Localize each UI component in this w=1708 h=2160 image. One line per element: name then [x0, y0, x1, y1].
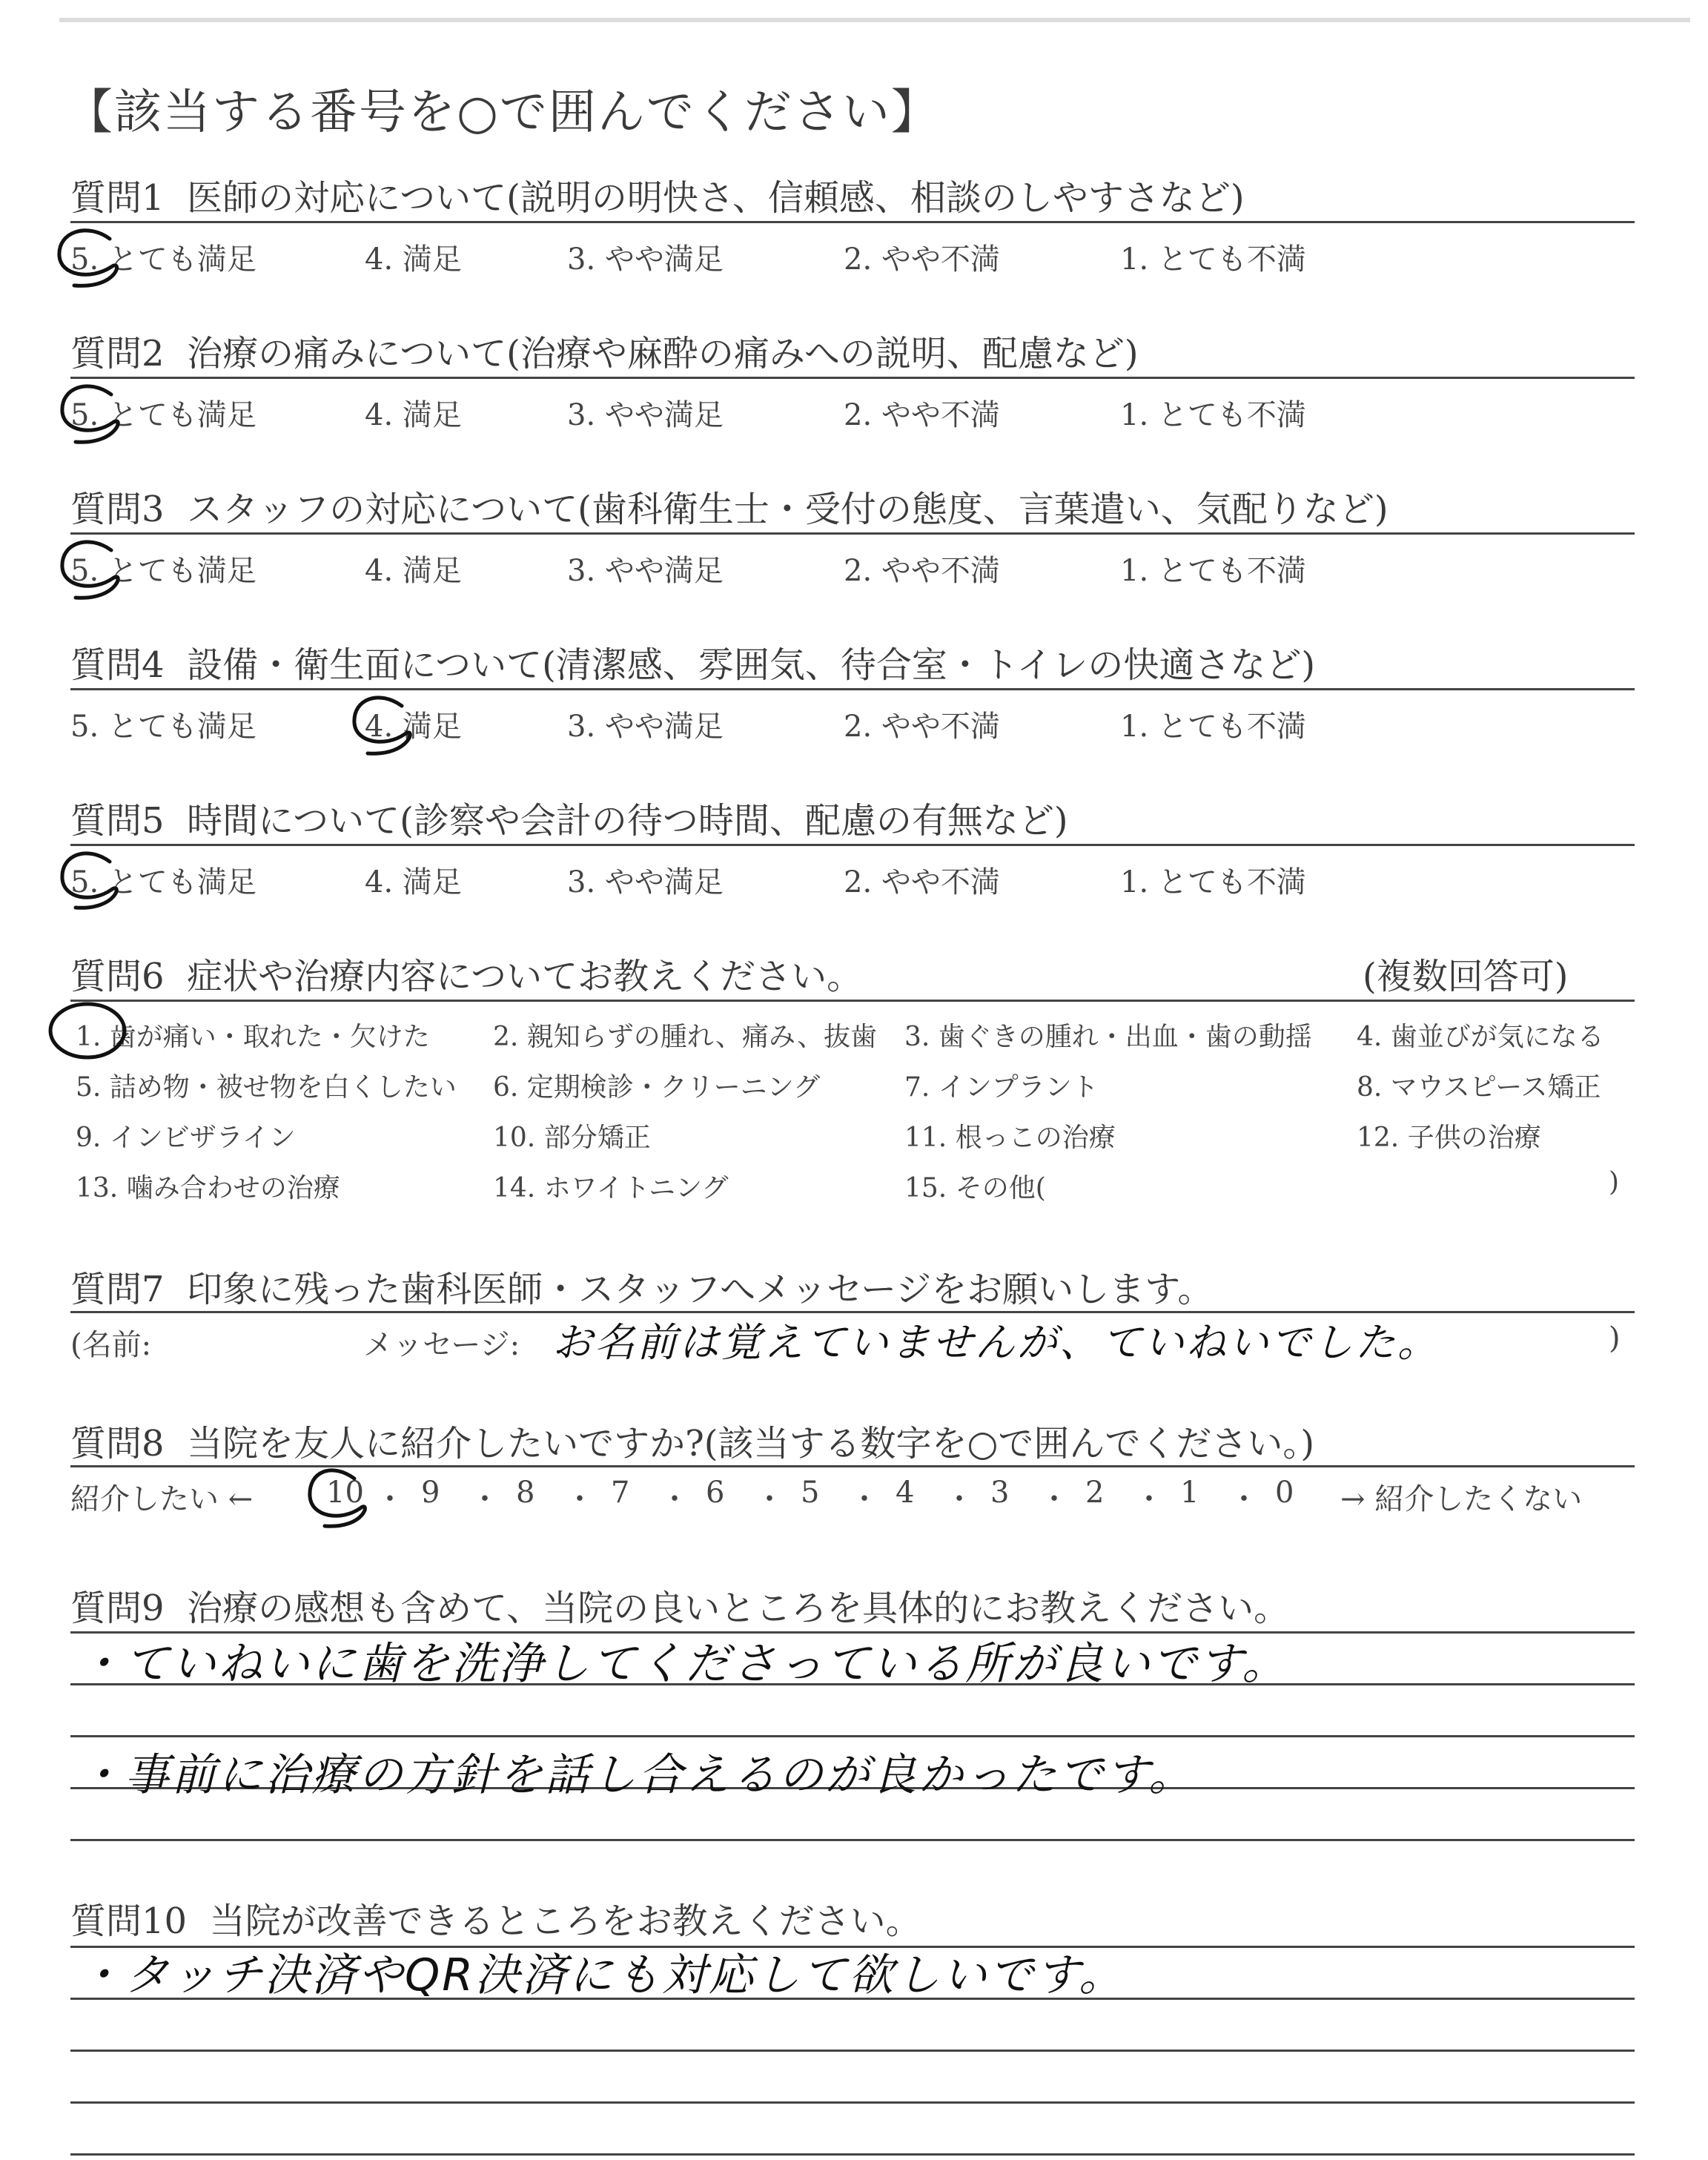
q6-option-7[interactable]: 7. インプラント: [904, 1072, 1099, 1103]
scale-separator-dot: ・: [1229, 1482, 1259, 1516]
question-1-label: 質問1: [70, 177, 165, 219]
question-1-heading: [70, 169, 1245, 220]
question-5-heading: [70, 792, 1068, 843]
q3-option-2[interactable]: 2. やや不満: [844, 554, 1000, 588]
writing-line: [70, 1735, 1635, 1737]
question-10-label: 質問10: [70, 1900, 188, 1942]
q6-option-11[interactable]: 11. 根っこの治療: [904, 1123, 1116, 1153]
q5-option-1[interactable]: 1. とても不満: [1120, 865, 1306, 899]
divider: [70, 844, 1635, 846]
message-answer[interactable]: お名前は覚えていませんが、ていねいでした。: [552, 1319, 1440, 1366]
q6-option-15[interactable]: 15. その他(: [904, 1173, 1046, 1203]
question-2-text: 治療の痛みについて(治療や麻酔の痛みへの説明、配慮など): [187, 333, 1139, 374]
recommend-score-5[interactable]: 5: [801, 1476, 820, 1510]
question-9-text: 治療の感想も含めて、当院の良いところを具体的にお教えください。: [187, 1588, 1290, 1629]
recommend-score-6[interactable]: 6: [706, 1476, 725, 1510]
scale-separator-dot: ・: [1134, 1482, 1164, 1516]
message-label: メッセージ:: [363, 1328, 520, 1362]
question-2-label: 質問2: [70, 333, 165, 374]
message-close-paren: ): [1609, 1321, 1621, 1355]
q6-option-8[interactable]: 8. マウスピース矯正: [1357, 1072, 1601, 1103]
question-5-label: 質問5: [70, 800, 165, 842]
q4-option-1[interactable]: 1. とても不満: [1120, 710, 1306, 744]
good-points-answer-1[interactable]: ・ていねいに歯を洗浄してくださっている所が良いです。: [78, 1638, 1289, 1690]
writing-line: [70, 2101, 1635, 2104]
recommend-score-10[interactable]: 10: [326, 1476, 364, 1510]
q6-option-14[interactable]: 14. ホワイトニング: [493, 1173, 729, 1203]
q6-option-1[interactable]: 1. 歯が痛い・取れた・欠けた: [76, 1022, 430, 1052]
writing-line: [70, 2050, 1635, 2052]
recommend-right-label: → 紹介したくない: [1340, 1482, 1583, 1516]
question-4-heading: [70, 636, 1315, 687]
q3-option-3[interactable]: 3. やや満足: [567, 554, 724, 588]
recommend-score-4[interactable]: 4: [896, 1476, 915, 1510]
divider: [70, 532, 1635, 535]
scale-separator-dot: ・: [565, 1482, 595, 1516]
q4-option-3[interactable]: 3. やや満足: [567, 710, 724, 744]
q6-option-10[interactable]: 10. 部分矯正: [493, 1123, 651, 1153]
question-8-label: 質問8: [70, 1423, 165, 1464]
question-8-heading: [70, 1415, 1314, 1466]
question-8-text: 当院を友人に紹介したいですか?(該当する数字を○で囲んでください。): [187, 1423, 1315, 1464]
q3-option-1[interactable]: 1. とても不満: [1120, 554, 1306, 588]
question-3-label: 質問3: [70, 489, 165, 530]
q2-option-2[interactable]: 2. やや不満: [844, 398, 1000, 432]
recommend-score-7[interactable]: 7: [611, 1476, 630, 1510]
question-6-label: 質問6: [70, 956, 165, 997]
q1-option-3[interactable]: 3. やや満足: [567, 242, 724, 277]
multiple-answer-note: (複数回答可): [1363, 956, 1569, 997]
question-7-heading: [70, 1261, 1213, 1312]
question-6-text: 症状や治療内容についてお教えください。: [187, 956, 863, 997]
recommend-score-3[interactable]: 3: [990, 1476, 1010, 1510]
recommend-score-0[interactable]: 0: [1275, 1476, 1294, 1510]
q6-option-12[interactable]: 12. 子供の治療: [1357, 1123, 1541, 1153]
divider: [70, 1000, 1635, 1002]
q4-option-4[interactable]: 4. 満足: [365, 710, 462, 744]
question-1-text: 医師の対応について(説明の明快さ、信頼感、相談のしやすさなど): [187, 177, 1245, 219]
page-title: 【該当する番号を○で囲んでください】: [65, 85, 940, 140]
scale-separator-dot: ・: [755, 1482, 784, 1516]
question-6-heading: [70, 948, 862, 999]
writing-line: [70, 1839, 1635, 1841]
scale-separator-dot: ・: [850, 1482, 879, 1516]
q1-option-4[interactable]: 4. 満足: [365, 242, 462, 277]
q4-option-5[interactable]: 5. とても満足: [70, 710, 256, 744]
q5-option-2[interactable]: 2. やや不満: [844, 865, 1000, 899]
writing-line: [70, 2153, 1635, 2156]
q6-option-5[interactable]: 5. 詰め物・被せ物を白くしたい: [76, 1072, 457, 1103]
question-3-text: スタッフの対応について(歯科衛生士・受付の態度、言葉遣い、気配りなど): [187, 489, 1388, 530]
q6-option-13[interactable]: 13. 噛み合わせの治療: [76, 1173, 340, 1203]
q2-option-1[interactable]: 1. とても不満: [1120, 398, 1306, 432]
good-points-answer-2[interactable]: ・事前に治療の方針を話し合えるのが良かったです。: [78, 1749, 1196, 1801]
q6-option-4[interactable]: 4. 歯並びが気になる: [1357, 1022, 1604, 1052]
question-2-heading: [70, 325, 1139, 376]
recommend-score-2[interactable]: 2: [1085, 1476, 1105, 1510]
q5-option-4[interactable]: 4. 満足: [365, 865, 462, 899]
q4-option-2[interactable]: 2. やや不満: [844, 710, 1000, 744]
question-5-text: 時間について(診察や会計の待つ時間、配慮の有無など): [187, 800, 1068, 842]
q1-option-1[interactable]: 1. とても不満: [1120, 242, 1306, 277]
scale-separator-dot: ・: [375, 1482, 405, 1516]
question-10-text: 当院が改善できるところをお教えください。: [209, 1900, 921, 1942]
scale-separator-dot: ・: [944, 1482, 974, 1516]
name-label: (名前:: [70, 1328, 152, 1362]
divider: [70, 1465, 1635, 1467]
divider: [70, 377, 1635, 379]
recommend-score-9[interactable]: 9: [421, 1476, 440, 1510]
page-edge: [59, 18, 1690, 22]
question-7-text: 印象に残った歯科医師・スタッフへメッセージをお願いします。: [187, 1269, 1214, 1310]
q2-option-3[interactable]: 3. やや満足: [567, 398, 724, 432]
q1-option-2[interactable]: 2. やや不満: [844, 242, 1000, 277]
scale-separator-dot: ・: [1039, 1482, 1069, 1516]
question-9-label: 質問9: [70, 1588, 165, 1629]
recommend-score-8[interactable]: 8: [516, 1476, 535, 1510]
q6-option-3[interactable]: 3. 歯ぐきの腫れ・出血・歯の動揺: [904, 1022, 1312, 1052]
scale-separator-dot: ・: [470, 1482, 500, 1516]
question-7-label: 質問7: [70, 1269, 165, 1310]
q6-option-2[interactable]: 2. 親知らずの腫れ、痛み、抜歯: [493, 1022, 878, 1052]
q3-option-5[interactable]: 5. とても満足: [70, 554, 256, 588]
question-10-heading: [70, 1892, 921, 1943]
q5-option-3[interactable]: 3. やや満足: [567, 865, 724, 899]
question-3-heading: [70, 480, 1388, 532]
q6-option-6[interactable]: 6. 定期検診・クリーニング: [493, 1072, 821, 1103]
q6-other-close-paren: ): [1609, 1167, 1620, 1198]
divider: [70, 688, 1635, 690]
q2-option-5[interactable]: 5. とても満足: [70, 398, 256, 432]
q6-option-9[interactable]: 9. インビザライン: [76, 1123, 296, 1153]
q2-option-4[interactable]: 4. 満足: [365, 398, 462, 432]
divider: [70, 221, 1635, 223]
q1-option-5[interactable]: 5. とても満足: [70, 242, 256, 277]
recommend-score-1[interactable]: 1: [1180, 1476, 1199, 1510]
q5-option-5[interactable]: 5. とても満足: [70, 865, 256, 899]
q3-option-4[interactable]: 4. 満足: [365, 554, 462, 588]
question-4-text: 設備・衛生面について(清潔感、雰囲気、待合室・トイレの快適さなど): [187, 644, 1316, 686]
improvement-answer-1[interactable]: ・タッチ決済やQR決済にも対応して欲しいです。: [78, 1949, 1126, 2001]
question-4-label: 質問4: [70, 644, 165, 686]
question-9-heading: [70, 1579, 1289, 1631]
recommend-scale: [326, 1476, 1320, 1516]
scale-separator-dot: ・: [660, 1482, 689, 1516]
recommend-left-label: 紹介したい ←: [70, 1482, 254, 1516]
